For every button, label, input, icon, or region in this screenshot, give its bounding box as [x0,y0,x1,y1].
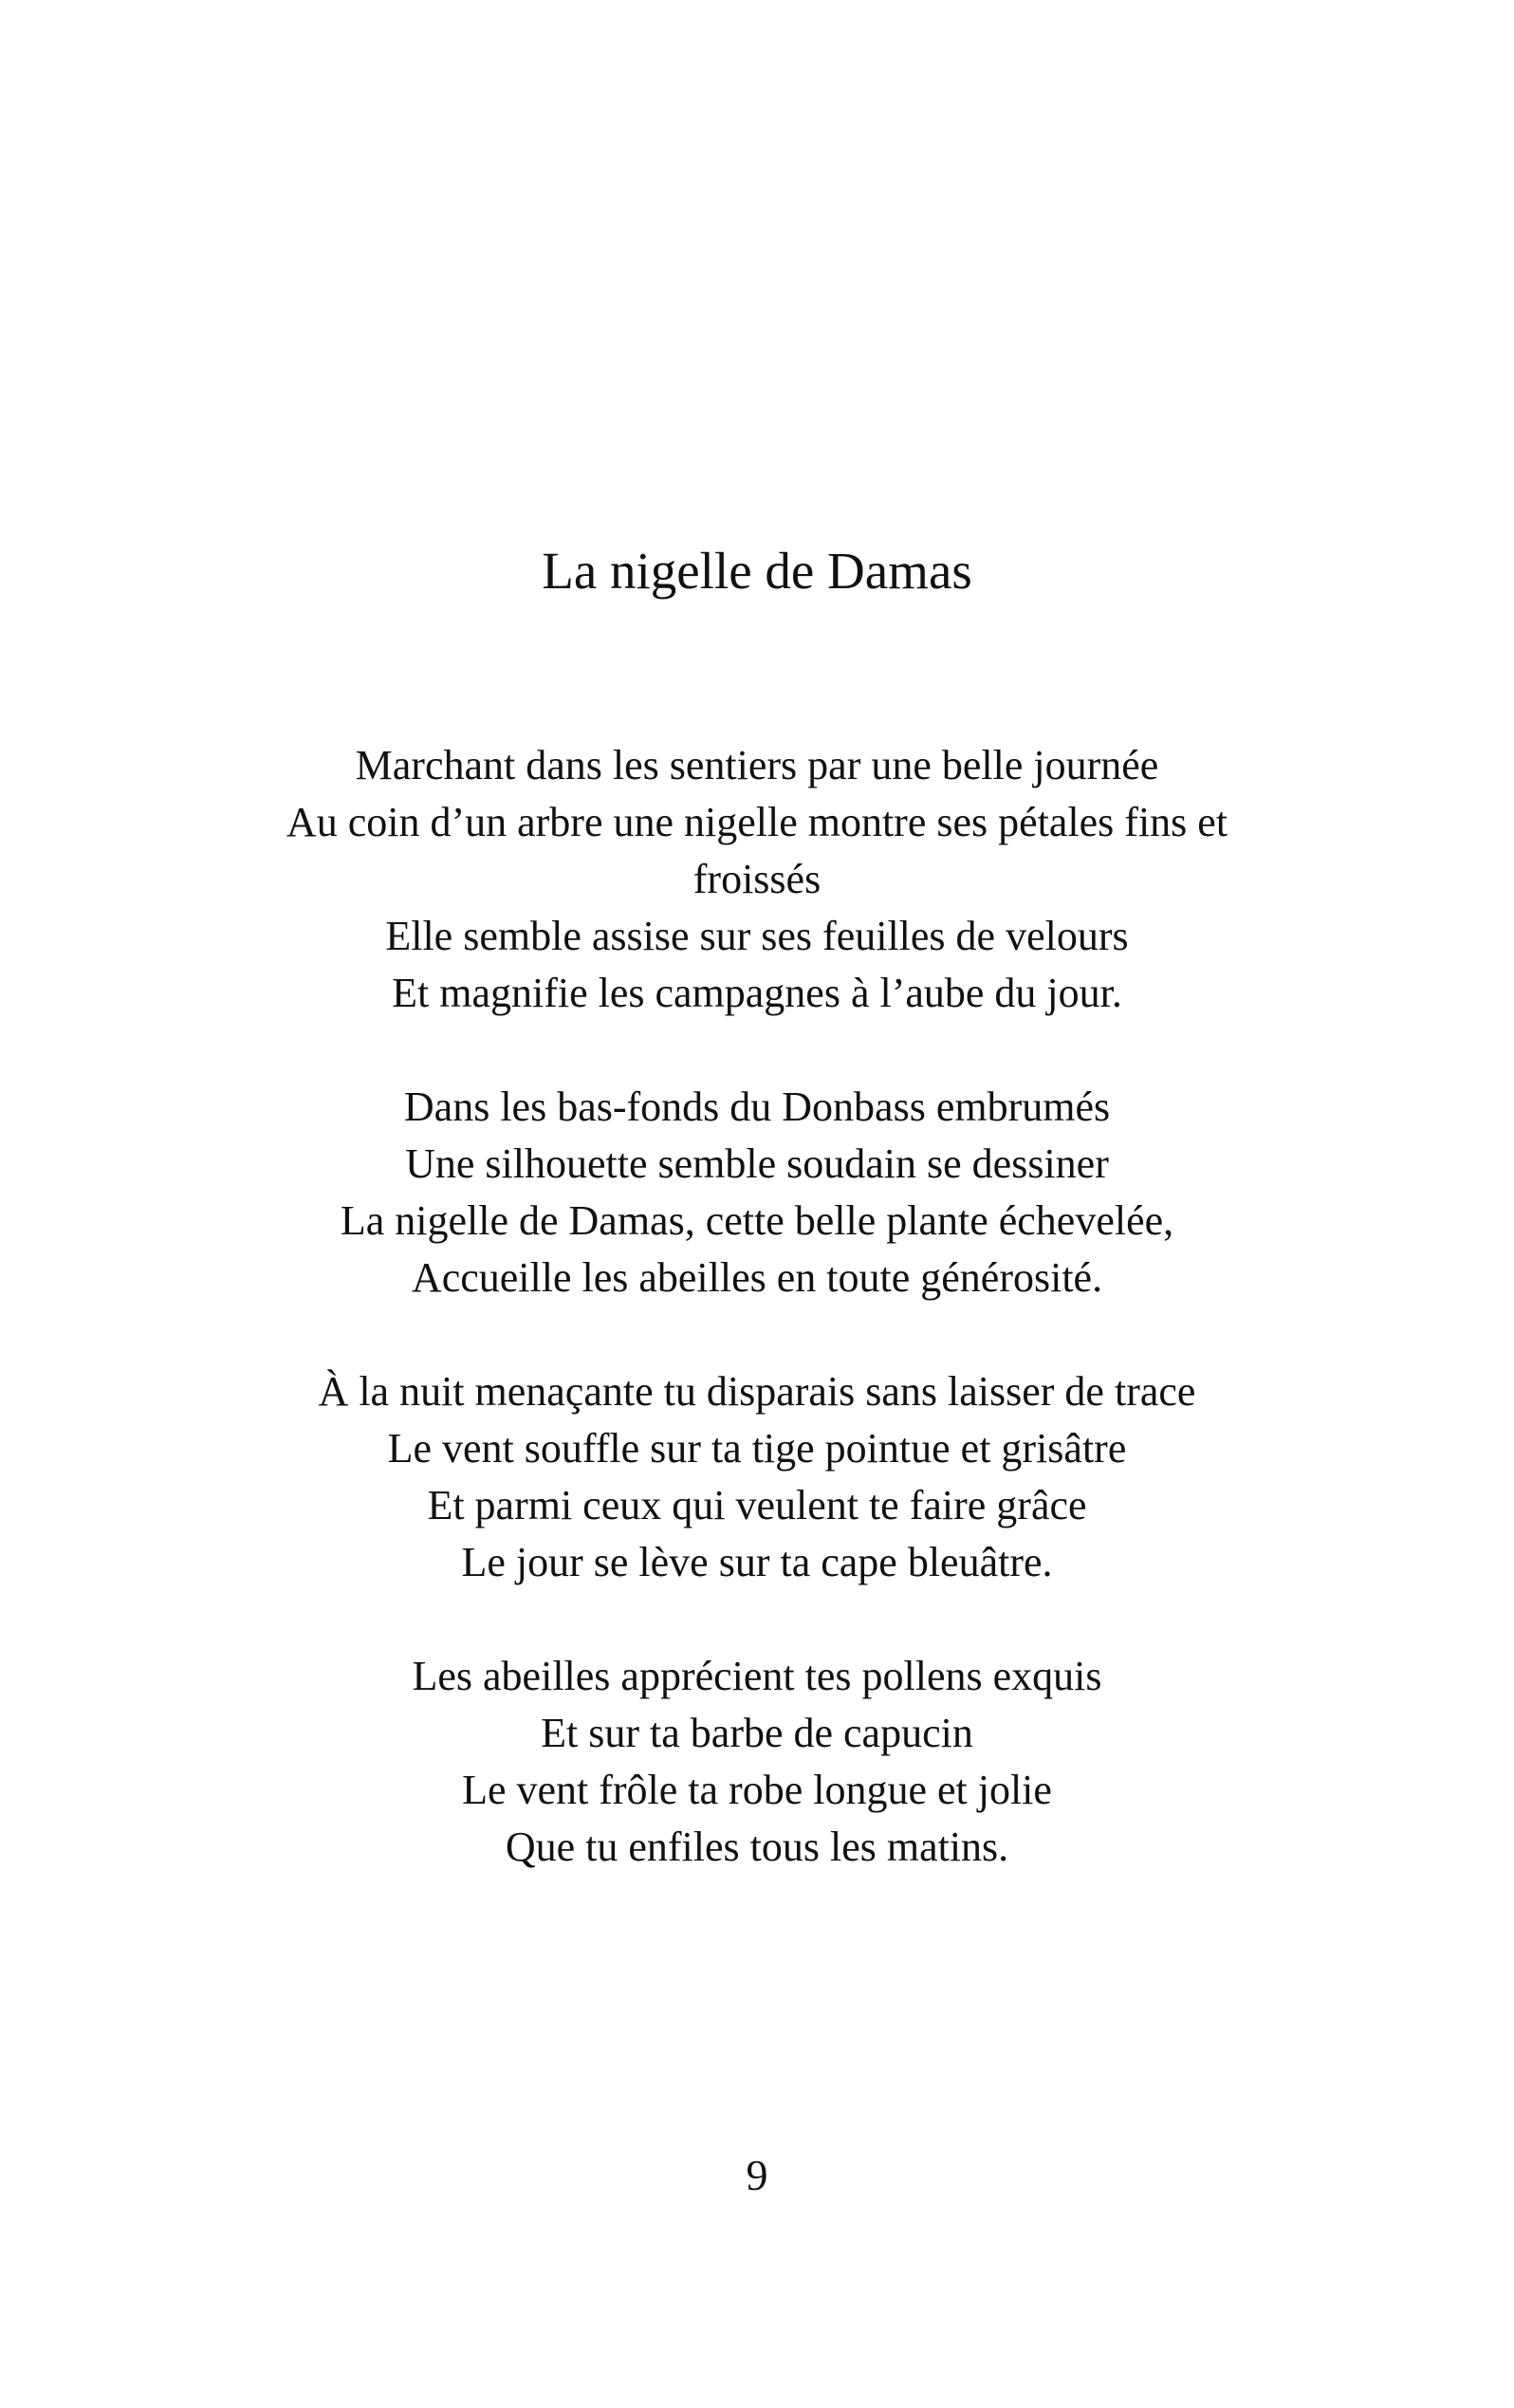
poem-line: La nigelle de Damas, cette belle plante échevelée, [340,1197,1174,1244]
stanza [218,1648,1296,1876]
poem-line: Dans les bas-fonds du Donbass embrumés [403,1084,1111,1130]
poem-line: Accueille les abeilles en toute générosité. [411,1254,1103,1301]
poem-line: Et magnifie les campagnes à l’aube du jour. [392,970,1122,1016]
poem-line: Et sur ta barbe de capucin [541,1710,973,1756]
poem-line: Elle semble assise sur ses feuilles de velours [385,913,1129,959]
poem-line: froissés [692,856,822,902]
poem-line: Marchant dans les sentiers par une belle journée [355,742,1159,788]
poem-title: La nigelle de Damas [542,541,972,600]
page-number: 9 [746,2151,768,2199]
poem-line: Une silhouette semble soudain se dessiner [405,1140,1109,1187]
poem-line: Et parmi ceux qui veulent te faire grâce [427,1482,1087,1528]
stanza [218,1079,1296,1306]
poem-line: Le jour se lève sur ta cape bleuâtre. [461,1539,1053,1585]
poem-line: Au coin d’un arbre une nigelle montre ses pétales fins et [286,799,1228,845]
poem-line: Que tu enfiles tous les matins. [505,1824,1009,1870]
stanza [218,737,1296,1022]
poem-body [218,737,1296,1876]
stanza [218,1363,1296,1591]
poem-line: À la nuit menaçante tu disparais sans laisser de trace [318,1368,1196,1415]
poem-line: Les abeilles apprécient tes pollens exquis [412,1653,1102,1699]
poem-line: Le vent frôle ta robe longue et jolie [462,1767,1052,1813]
poem-line: Le vent souffle sur ta tige pointue et grisâtre [387,1425,1127,1472]
